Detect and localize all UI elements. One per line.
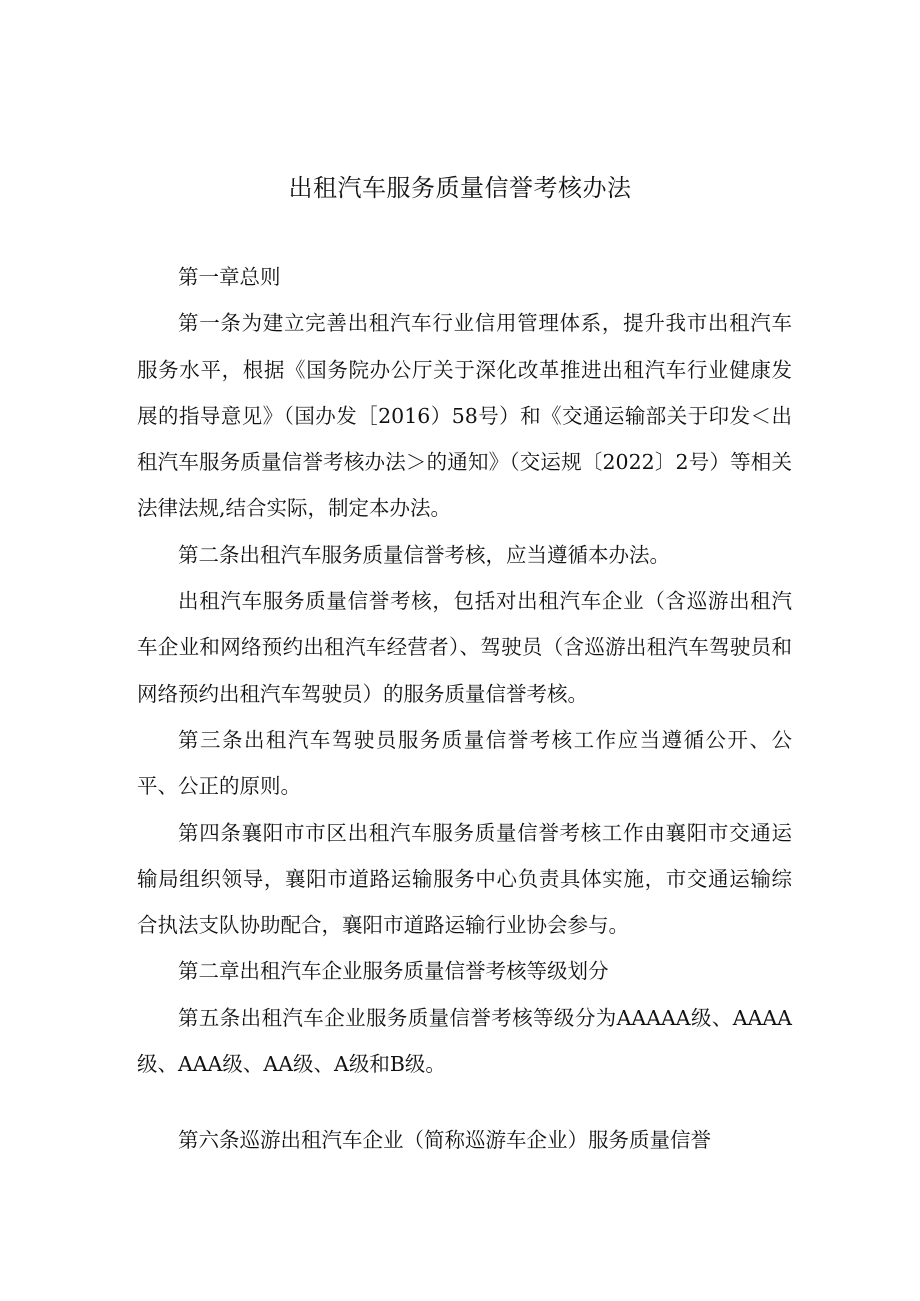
article-paragraph: 第五条出租汽车企业服务质量信誉考核等级分为AAAAA级、AAAA级、AAA级、AA级、A级和B级。 xyxy=(137,1005,792,1077)
document-title: 出租汽车服务质量信誉考核办法 xyxy=(288,174,632,202)
article-paragraph: 第二条出租汽车服务质量信誉考核，应当遵循本办法。 xyxy=(178,542,670,567)
chapter-heading: 第二章出租汽车企业服务质量信誉考核等级划分 xyxy=(178,959,609,984)
document-body xyxy=(137,254,792,1164)
chapter-heading: 第一章总则 xyxy=(178,265,281,289)
article-paragraph: 第一条为建立完善出租汽车行业信用管理体系，提升我市出租汽车服务水平，根据《国务院办公厅关于深化改革推进出租汽车行业健康发展的指导意见》（国办发［2016）58号）和《交通运输部关于印发＜出租汽车服务质量信誉考核办法＞的通知》（交运规〔2022〕2号）等相关法律法规,结合实际，制定本办法。 xyxy=(137,311,792,521)
article-paragraph: 出租汽车服务质量信誉考核，包括对出租汽车企业（含巡游出租汽车企业和网络预约出租汽车经营者）、驾驶员（含巡游出租汽车驾驶员和网络预约出租汽车驾驶员）的服务质量信誉考核。 xyxy=(137,589,792,706)
article-paragraph: 第四条襄阳市市区出租汽车服务质量信誉考核工作由襄阳市交通运输局组织领导，襄阳市道路运输服务中心负责具体实施，市交通运输综合执法支队协助配合，襄阳市道路运输行业协会参与。 xyxy=(137,820,792,938)
article-paragraph: 第三条出租汽车驾驶员服务质量信誉考核工作应当遵循公开、公平、公正的原则。 xyxy=(137,727,792,799)
article-paragraph: 第六条巡游出租汽车企业（简称巡游车企业）服务质量信誉 xyxy=(178,1128,711,1153)
